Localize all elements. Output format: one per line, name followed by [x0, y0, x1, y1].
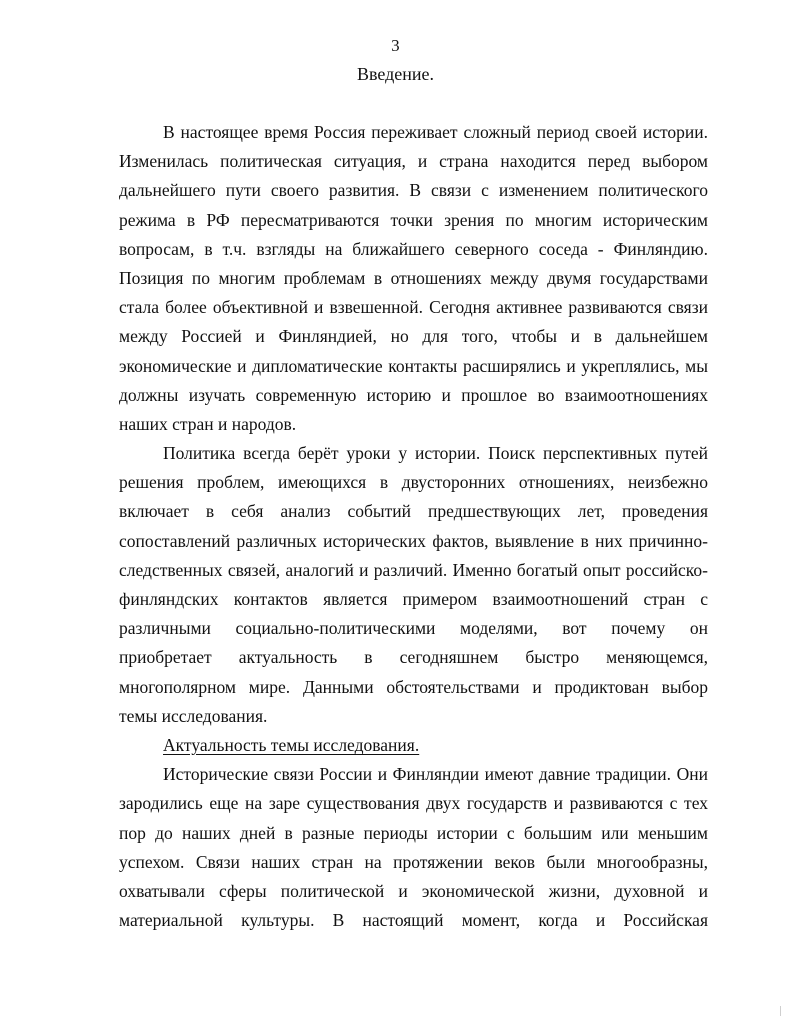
scan-mark — [780, 1006, 781, 1016]
text-line: финляндских контактов является примером взаимоотношений стран с — [119, 589, 708, 609]
document-body — [119, 118, 708, 935]
paragraph-2 — [119, 439, 708, 731]
text-line: многополярном мире. Данными обстоятельствами и продиктован выбор — [119, 676, 708, 697]
text-line: включает в себя анализ событий предшествующих лет, проведения — [119, 501, 708, 522]
text-line: наших стран и народов. — [119, 413, 297, 434]
section-heading: Актуальность темы исследования. — [163, 734, 420, 755]
text-line: охватывали сферы политической и экономической жизни, духовной и — [119, 880, 708, 901]
text-line: режима в РФ пересматриваются точки зрения по многим историческим — [119, 209, 708, 230]
text-line: различными социально-политическими моделями, вот почему он — [119, 618, 708, 639]
text-line: должны изучать современную историю и прошлое во взаимоотношениях — [119, 384, 708, 405]
text-line: экономические и дипломатические контакты расширялись и укреплялись, мы — [119, 355, 708, 376]
text-line: материальной культуры. В настоящий момент, когда и Российская — [119, 910, 708, 931]
paragraph-3 — [119, 760, 708, 935]
text-line: приобретает актуальность в сегодняшнем быстро меняющемся, — [119, 647, 708, 668]
text-line: Политика всегда берёт уроки у истории. Поиск перспективных путей — [163, 443, 708, 464]
text-line: вопросам, в т.ч. взгляды на ближайшего северного соседа - Финляндию. — [119, 238, 708, 259]
text-line: Исторические связи России и Финляндии имеют давние традиции. Они — [163, 764, 708, 785]
text-line: стала более объективной и взвешенной. Сегодня активнее развиваются связи — [119, 297, 708, 318]
text-line: дальнейшего пути своего развития. В связи с изменением политического — [119, 180, 708, 201]
text-line: Позиция по многим проблемам в отношениях между двумя государствами — [119, 267, 708, 288]
text-line: между Россией и Финляндией, но для того, чтобы и в дальнейшем — [119, 326, 708, 347]
page-title: Введение. — [356, 64, 435, 84]
text-line: сопоставлений различных исторических фактов, выявление в них причинно- — [119, 530, 708, 551]
text-line: В настоящее время Россия переживает сложный период своей истории. — [163, 122, 708, 142]
page-number: 3 — [391, 36, 400, 55]
text-line: Изменилась политическая ситуация, и страна находится перед выбором — [119, 151, 708, 172]
text-line: темы исследования. — [119, 705, 268, 726]
text-line: следственных связей, аналогий и различий. Именно богатый опыт российско- — [119, 559, 708, 580]
text-line: зародились еще на заре существования двух государств и развиваются с тех — [119, 793, 708, 814]
text-line: решения проблем, имеющихся в двусторонних отношениях, неизбежно — [119, 472, 708, 493]
text-line: пор до наших дней в разные периоды истории с большим или меньшим — [119, 822, 708, 843]
paragraph-1 — [119, 118, 708, 439]
text-line: успехом. Связи наших стран на протяжении веков были многообразны, — [119, 851, 708, 872]
